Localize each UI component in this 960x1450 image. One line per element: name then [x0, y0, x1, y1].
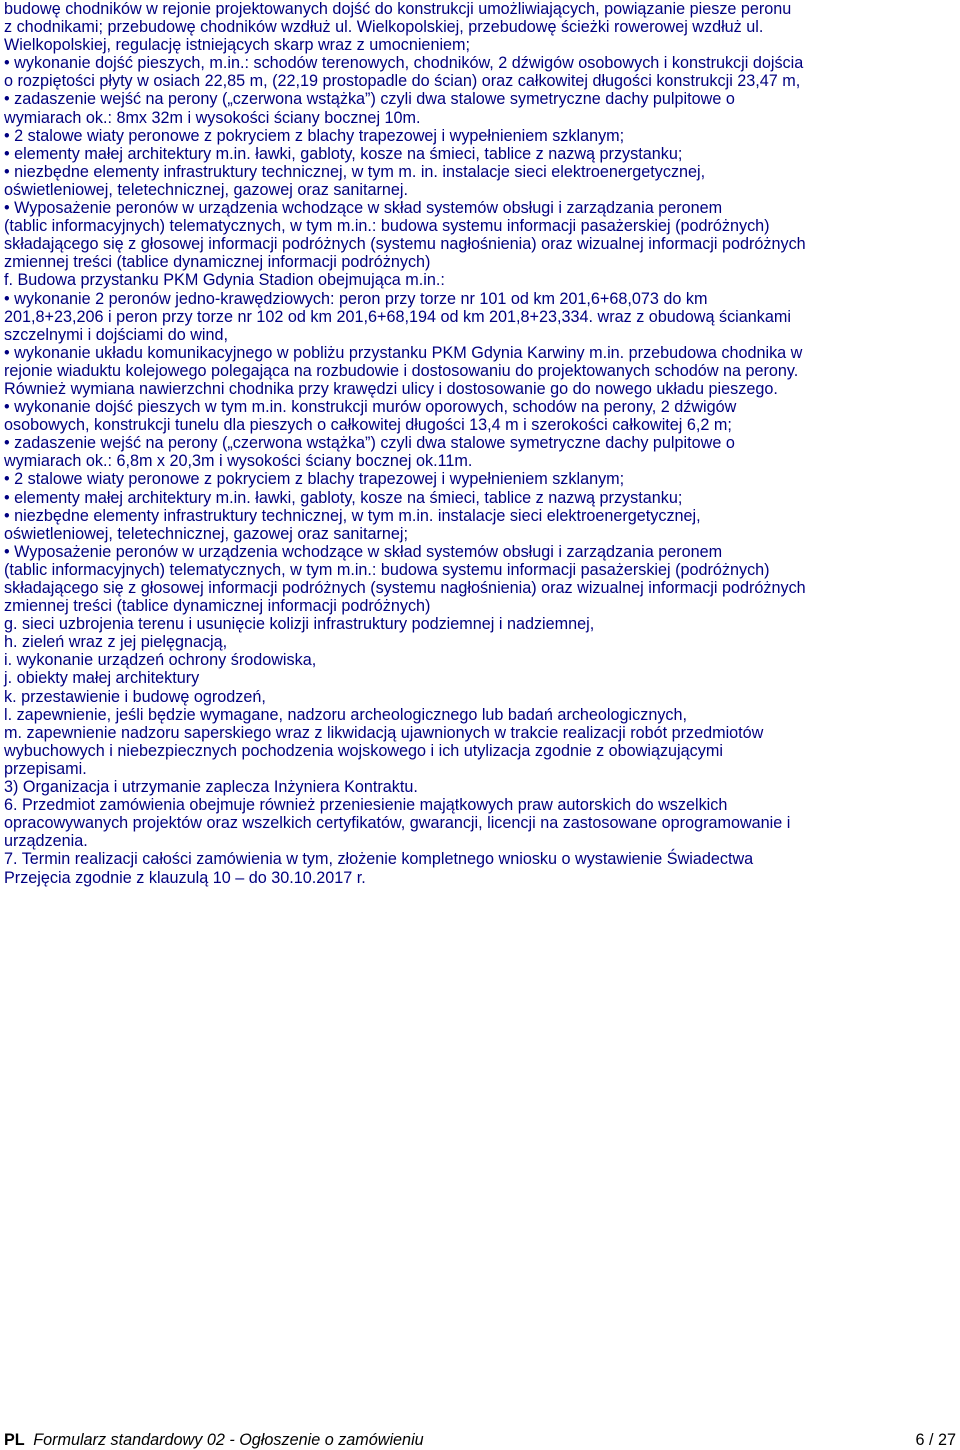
page-footer — [4, 1430, 956, 1450]
document-line: rejonie wiaduktu kolejowego polegająca na rozbudowie i dostosowaniu do projektowanych schodów na perony. — [4, 361, 799, 380]
document-line: składającego się z głosowej informacji podróżnych (systemu nagłośnienia) oraz wizualnej informacji podróżnych — [4, 235, 806, 254]
document-line: • 2 stalowe wiaty peronowe z pokryciem z blachy trapezowej i wypełnieniem szklanym; — [4, 470, 625, 489]
document-line: urządzenia. — [4, 832, 88, 851]
document-line: o rozpiętości płyty w osiach 22,85 m, (22,19 prostopadle do ścian) oraz całkowitej długości konstrukcji 23,47 m, — [4, 72, 801, 91]
document-line: opracowywanych projektów oraz wszelkich certyfikatów, gwarancji, licencji na zastosowane oprogramowanie i — [4, 814, 791, 833]
document-line: 201,8+23,206 i peron przy torze nr 102 od km 201,6+68,194 od km 201,8+23,334. wraz z obudową ściankami — [4, 307, 791, 326]
document-line: • Wyposażenie peronów w urządzenia wchodzące w skład systemów obsługi i zarządzania peronem — [4, 199, 723, 218]
document-line: h. zieleń wraz z jej pielęgnacją, — [4, 633, 228, 652]
document-line: • zadaszenie wejść na perony („czerwona wstążka”) czyli dwa stalowe symetryczne dachy pulpitowe o — [4, 90, 735, 109]
document-line: m. zapewnienie nadzoru saperskiego wraz z likwidacją ujawnionych w trakcie realizacji robót przedmiotów — [4, 723, 764, 742]
document-line: • Wyposażenie peronów w urządzenia wchodzące w skład systemów obsługi i zarządzania peronem — [4, 542, 723, 561]
document-line: • elementy małej architektury m.in. ławki, gabloty, kosze na śmieci, tablice z nazwą przystanku; — [4, 144, 683, 163]
document-line: oświetleniowej, teletechnicznej, gazowej oraz sanitarnej; — [4, 524, 409, 543]
document-line: Wielkopolskiej, regulację istniejących skarp wraz z umocnieniem; — [4, 36, 471, 55]
footer-page-number: 6 / 27 — [915, 1431, 956, 1449]
document-line: f. Budowa przystanku PKM Gdynia Stadion obejmująca m.in.: — [4, 271, 445, 290]
document-line: wymiarach ok.: 6,8m x 20,3m i wysokości ściany bocznej ok.11m. — [4, 452, 473, 471]
document-line: k. przestawienie i budowę ogrodzeń, — [4, 687, 266, 706]
footer-language: PL — [4, 1431, 25, 1449]
footer-form-name: Formularz standardowy 02 - Ogłoszenie o zamówieniu — [33, 1431, 424, 1449]
document-line: • niezbędne elementy infrastruktury technicznej, w tym m. in. instalacje sieci elektroenergetycznej, — [4, 162, 706, 181]
document-line: składającego się z głosowej informacji podróżnych (systemu nagłośnienia) oraz wizualnej informacji podróżnych — [4, 579, 806, 597]
document-line: • 2 stalowe wiaty peronowe z pokryciem z blachy trapezowej i wypełnieniem szklanym; — [4, 126, 625, 145]
document-line: • wykonanie 2 peronów jedno-krawędziowych: peron przy torze nr 101 od km 201,6+68,073 do km — [4, 289, 708, 308]
document-line: • wykonanie dojść pieszych w tym m.in. konstrukcji murów oporowych, schodów na perony, 2 dźwigów — [4, 398, 737, 417]
document-line: (tablic informacyjnych) telematycznych, w tym m.in.: budowa systemu informacji pasażerskiej (podróżnych) — [4, 560, 770, 579]
document-line: 3) Organizacja i utrzymanie zaplecza Inżyniera Kontraktu. — [4, 778, 418, 797]
document-line: 7. Termin realizacji całości zamówienia w tym, złożenie kompletnego wniosku o wystawienie Świadectwa — [4, 850, 754, 869]
document-line: • zadaszenie wejść na perony („czerwona wstążka”) czyli dwa stalowe symetryczne dachy pulpitowe o — [4, 434, 735, 453]
document-line: szczelnymi i dojściami do wind, — [4, 325, 229, 344]
document-line: Również wymiana nawierzchni chodnika przy krawędzi ulicy i dostosowanie go do nowego układu pieszego. — [4, 379, 778, 398]
document-line: • wykonanie dojść pieszych, m.in.: schodów terenowych, chodników, 2 dźwigów osobowych i konstrukcji dojścia — [4, 54, 804, 73]
document-line: • niezbędne elementy infrastruktury technicznej, w tym m.in. instalacje sieci elektroenergetycznej, — [4, 506, 701, 525]
document-line: 6. Przedmiot zamówienia obejmuje również przeniesienie majątkowych praw autorskich do wszelkich — [4, 796, 728, 815]
document-line: budowę chodników w rejonie projektowanych dojść do konstrukcji umożliwiających, powiązanie piesze peronu — [4, 0, 792, 18]
document-body — [4, 0, 954, 887]
document-line: osobowych, konstrukcji tunelu dla pieszych o całkowitej długości 13,4 m i szerokości całkowitej 6,2 m; — [4, 416, 732, 435]
document-line: • elementy małej architektury m.in. ławki, gabloty, kosze na śmieci, tablice z nazwą przystanku; — [4, 488, 683, 507]
document-line: l. zapewnienie, jeśli będzie wymagane, nadzoru archeologicznego lub badań archeologicznych, — [4, 705, 688, 724]
document-line: j. obiekty małej architektury — [4, 669, 200, 688]
document-line: g. sieci uzbrojenia terenu i usunięcie kolizji infrastruktury podziemnej i nadziemnej, — [4, 615, 595, 634]
document-line: • wykonanie układu komunikacyjnego w pobliżu przystanku PKM Gdynia Karwiny m.in. przebudowa chodnika w — [4, 343, 803, 362]
document-line: wybuchowych i niebezpiecznych pochodzenia wojskowego i ich utylizacja zgodnie z obowiązującymi — [4, 741, 723, 760]
document-line: (tablic informacyjnych) telematycznych, w tym m.in.: budowa systemu informacji pasażerskiej (podróżnych) — [4, 217, 770, 236]
document-line: przepisami. — [4, 759, 87, 778]
document-line: zmiennej treści (tablice dynamicznej informacji podróżnych) — [4, 253, 431, 272]
document-line: wymiarach ok.: 8mx 32m i wysokości ściany bocznej 10m. — [4, 108, 421, 127]
document-line: Przejęcia zgodnie z klauzulą 10 – do 30.10.2017 r. — [4, 868, 366, 887]
document-line: oświetleniowej, teletechnicznej, gazowej oraz sanitarnej. — [4, 180, 409, 199]
document-line: zmiennej treści (tablice dynamicznej informacji podróżnych) — [4, 597, 431, 616]
document-line: z chodnikami; przebudowę chodników wzdłuż ul. Wielkopolskiej, przebudowę ścieżki rowerowej wzdłuż ul. — [4, 18, 764, 37]
document-line: i. wykonanie urządzeń ochrony środowiska, — [4, 651, 317, 670]
